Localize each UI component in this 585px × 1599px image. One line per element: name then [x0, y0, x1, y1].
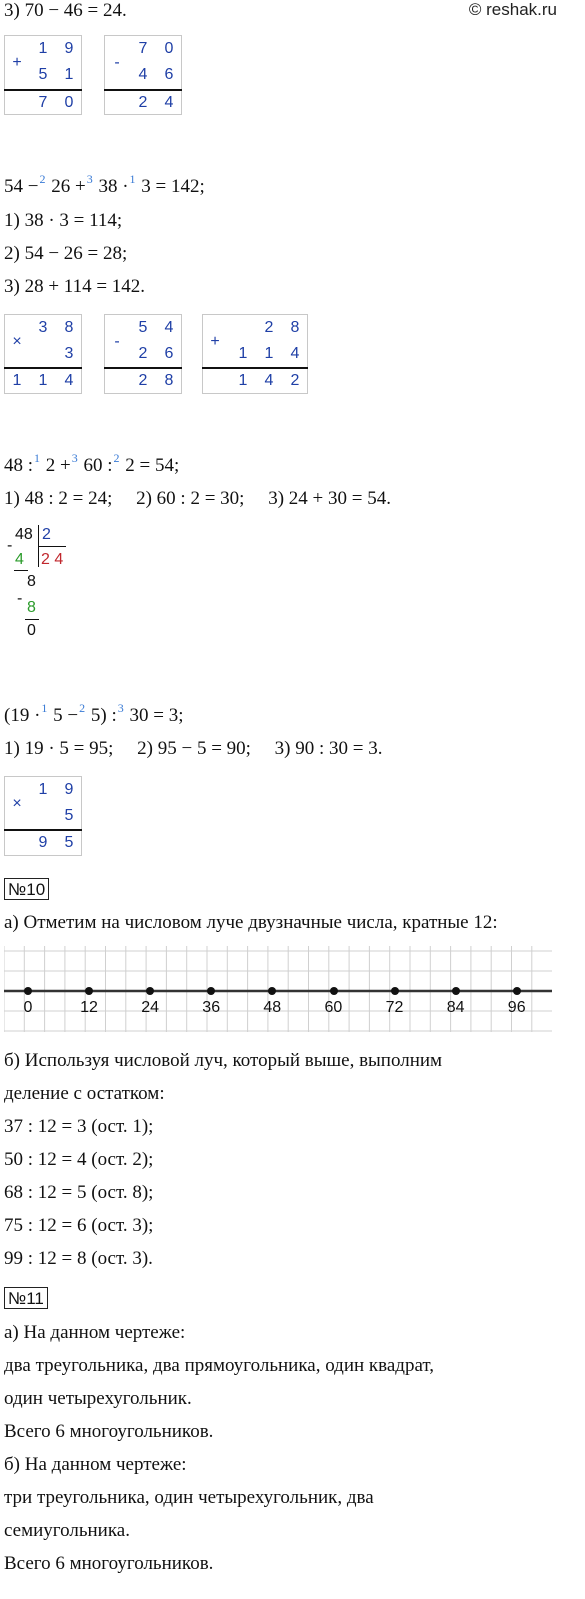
task-text: а) Отметим на числовом луче двузначные числа, кратные 12: — [4, 912, 498, 933]
digit: 1 — [38, 781, 48, 798]
digit: 2 — [290, 372, 300, 389]
digit: 4 — [138, 66, 148, 83]
task-text: три треугольника, один четырехугольник, два — [4, 1487, 374, 1508]
steps-line: 1) 19 · 5 = 95; 2) 95 − 5 = 90; 3) 90 : 30 = 3. — [4, 738, 383, 759]
expression — [4, 172, 205, 199]
tick-label: 48 — [263, 999, 282, 1016]
digit: 6 — [164, 66, 174, 83]
division-bracket — [38, 546, 66, 547]
partial-product: 4 — [15, 551, 24, 568]
number-line-point — [330, 987, 338, 995]
digit: 1 — [38, 40, 48, 57]
digit: 8 — [64, 319, 74, 336]
digit: 4 — [64, 372, 74, 389]
expr-part: 48 : — [4, 455, 34, 476]
digit: 2 — [264, 319, 274, 336]
digit: 9 — [38, 834, 48, 851]
plus-sign: + — [12, 54, 22, 71]
minus-sign: - — [114, 54, 120, 71]
number-line-point — [513, 987, 521, 995]
plus-sign: + — [210, 333, 220, 350]
divisor: 2 — [42, 526, 51, 543]
steps-line: 1) 48 : 2 = 24; 2) 60 : 2 = 30; 3) 24 + 30 = 54. — [4, 488, 391, 509]
digit: 4 — [264, 372, 274, 389]
expr-part: 5 − — [53, 705, 79, 726]
digit: 7 — [38, 94, 48, 111]
digit: 3 — [64, 345, 74, 362]
expr-part: 38 · — [98, 176, 129, 197]
times-sign: × — [12, 795, 22, 812]
task-text: б) Используя числовой луч, который выше, выполним — [4, 1050, 443, 1071]
division-line: 75 : 12 = 6 (ост. 3); — [4, 1215, 154, 1236]
order-mark: 1 — [34, 451, 41, 465]
task-text: Всего 6 многоугольников. — [4, 1553, 214, 1574]
digit: 2 — [138, 345, 148, 362]
tick-label: 84 — [446, 999, 465, 1016]
digit: 2 — [138, 372, 148, 389]
digit: 1 — [12, 372, 22, 389]
digit: 4 — [164, 94, 174, 111]
order-mark: 3 — [117, 701, 124, 715]
sub-line — [14, 570, 28, 571]
expr-part: (19 · — [4, 705, 41, 726]
task-text: Всего 6 многоугольников. — [4, 1421, 214, 1442]
tick-label: 0 — [23, 999, 33, 1016]
number-line-point — [452, 987, 460, 995]
tick-label: 96 — [507, 999, 526, 1016]
tick-label: 12 — [80, 999, 98, 1016]
tick-label: 36 — [202, 999, 221, 1016]
watermark: © reshak.ru — [468, 0, 557, 19]
partial-remainder: 8 — [27, 573, 36, 590]
digit: 4 — [290, 345, 300, 362]
digit: 4 — [164, 319, 174, 336]
digit: 7 — [138, 40, 148, 57]
dividend: 48 — [15, 526, 33, 543]
digit: 1 — [38, 372, 48, 389]
digit: 1 — [238, 372, 248, 389]
number-line-point — [391, 987, 399, 995]
digit: 1 — [264, 345, 274, 362]
order-mark: 2 — [39, 172, 46, 186]
digit: 0 — [164, 40, 174, 57]
order-mark: 2 — [79, 701, 86, 715]
digit: 1 — [238, 345, 248, 362]
tick-label: 24 — [141, 999, 159, 1016]
task-number-badge: №10 — [4, 878, 49, 900]
digit: 8 — [164, 372, 174, 389]
expr-part: 60 : — [83, 455, 113, 476]
division-line: 50 : 12 = 4 (ост. 2); — [4, 1149, 154, 1170]
digit: 3 — [38, 319, 48, 336]
order-mark: 3 — [86, 172, 93, 186]
sub-line — [25, 619, 39, 620]
division-line: 99 : 12 = 8 (ост. 3). — [4, 1248, 153, 1269]
digit: 0 — [64, 94, 74, 111]
task-text: б) На данном чертеже: — [4, 1454, 187, 1475]
minus-sign: - — [7, 537, 13, 554]
division-line: 37 : 12 = 3 (ост. 1); — [4, 1116, 154, 1137]
digit: 5 — [64, 834, 74, 851]
order-mark: 1 — [41, 701, 48, 715]
tick-label: 60 — [324, 999, 343, 1016]
task-text: семиугольника. — [4, 1520, 130, 1541]
expr-part: 26 + — [51, 176, 86, 197]
digit: 5 — [138, 319, 148, 336]
step: 1) 38 · 3 = 114; — [4, 210, 123, 231]
task-number-badge: №11 — [4, 1287, 48, 1309]
digit: 6 — [164, 345, 174, 362]
tick-label: 72 — [385, 999, 404, 1016]
order-mark: 2 — [113, 451, 120, 465]
number-line-point — [24, 987, 32, 995]
partial-product: 8 — [27, 599, 36, 616]
task-text: два треугольника, два прямоугольника, один квадрат, — [4, 1355, 435, 1376]
step: 2) 54 − 26 = 28; — [4, 243, 128, 264]
expr-part: 5) : — [90, 705, 117, 726]
order-mark: 3 — [71, 451, 78, 465]
digit: 9 — [64, 781, 74, 798]
digit: 9 — [64, 40, 74, 57]
digit: 2 — [138, 94, 148, 111]
expression — [4, 701, 184, 728]
digit: 1 — [64, 66, 74, 83]
division-line: 68 : 12 = 5 (ост. 8); — [4, 1182, 154, 1203]
minus-sign: - — [114, 333, 120, 350]
task-text: а) На данном чертеже: — [4, 1322, 186, 1343]
quotient: 2 4 — [41, 551, 64, 568]
expression — [4, 451, 180, 478]
remainder: 0 — [27, 622, 36, 639]
expr-part: 30 = 3; — [129, 705, 184, 726]
task-text: деление с остатком: — [4, 1083, 165, 1104]
task-text: один четырехугольник. — [4, 1388, 192, 1409]
digit: 8 — [290, 319, 300, 336]
digit: 5 — [64, 807, 74, 824]
expr-part: 54 − — [4, 176, 39, 197]
minus-sign: - — [17, 590, 23, 607]
expr-part: 2 = 54; — [125, 455, 180, 476]
expr-part: 2 + — [45, 455, 71, 476]
times-sign: × — [12, 333, 22, 350]
step: 3) 28 + 114 = 142. — [4, 276, 146, 297]
digit: 5 — [38, 66, 48, 83]
equation-line: 3) 70 − 46 = 24. — [4, 0, 127, 21]
order-mark: 1 — [129, 172, 136, 186]
expr-part: 3 = 142; — [141, 176, 205, 197]
